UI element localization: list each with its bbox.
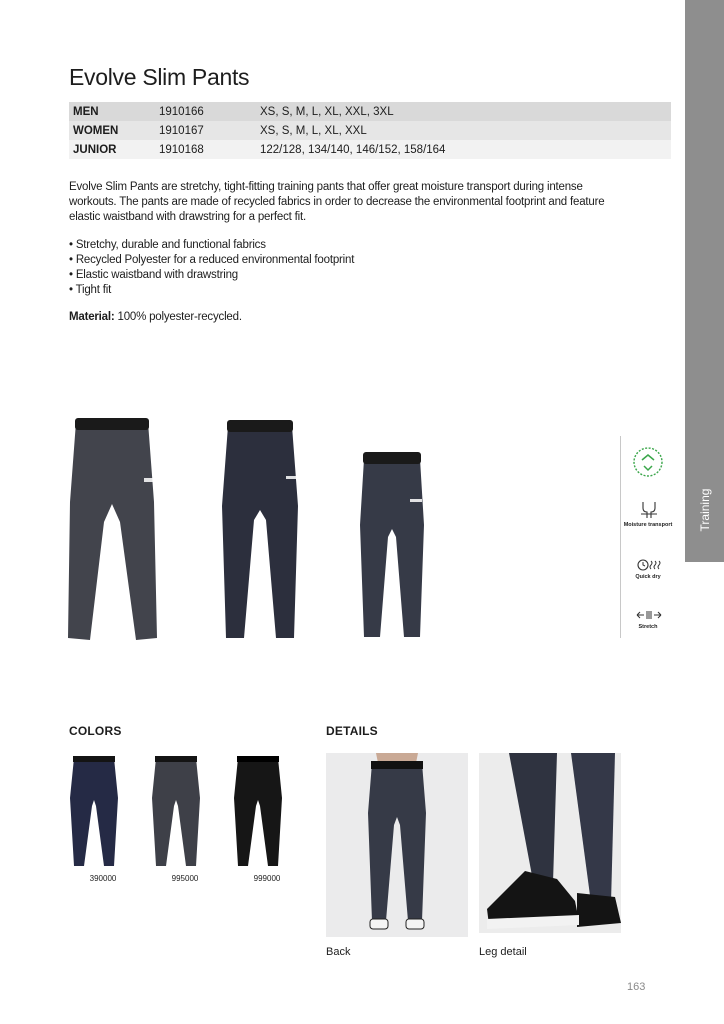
detail-photo-back xyxy=(326,753,468,937)
color-code: 999000 xyxy=(253,874,281,883)
details-heading: DETAILS xyxy=(326,724,378,738)
product-image-men xyxy=(62,412,162,644)
material-label: Material: xyxy=(69,311,115,323)
recycled-icon xyxy=(632,446,664,478)
waistband xyxy=(75,418,149,430)
article-code-cell: 1910168 xyxy=(159,143,204,156)
waistband xyxy=(227,420,293,432)
sizes-cell: XS, S, M, L, XL, XXL xyxy=(260,124,367,137)
section-label-wrap xyxy=(685,470,724,550)
color-code: 390000 xyxy=(89,874,117,883)
product-image-women xyxy=(210,416,310,644)
feature-divider xyxy=(620,436,621,638)
pant-shape xyxy=(222,426,298,638)
color-code: 995000 xyxy=(171,874,199,883)
list-item: • Tight fit xyxy=(69,284,112,296)
section-side-tab xyxy=(685,0,724,562)
list-item: • Recycled Polyester for a reduced environmental footprint xyxy=(69,254,355,266)
pant-shape xyxy=(360,459,424,637)
category-cell: JUNIOR xyxy=(73,143,117,156)
product-title: Evolve Slim Pants xyxy=(69,64,250,90)
back-view-image xyxy=(326,753,468,937)
feature-list xyxy=(69,238,629,298)
product-description: Evolve Slim Pants are stretchy, tight-fitting training pants that offer great moisture transport during intense workouts. The pants are made of recycled fabrics in order to decrease the environmental footprint and feature elastic waistband with drawstring for a perfect fit. xyxy=(69,181,605,223)
waistband xyxy=(363,452,421,464)
feature-label: Quick dry xyxy=(635,574,661,580)
sizes-cell: 122/128, 134/140, 146/152, 158/164 xyxy=(260,143,446,156)
feature-label: Moisture transport xyxy=(623,522,673,528)
article-code-cell: 1910167 xyxy=(159,124,204,137)
section-label: Training xyxy=(697,488,712,532)
list-item: • Stretchy, durable and functional fabrics xyxy=(69,239,266,251)
table-row xyxy=(69,102,671,121)
detail-photo-leg xyxy=(479,753,621,933)
pant-shape xyxy=(68,422,157,640)
feature-label: Stretch xyxy=(638,624,658,630)
material-value: 100% polyester-recycled. xyxy=(114,311,242,323)
article-code-cell: 1910166 xyxy=(159,105,204,118)
table-row xyxy=(69,140,671,159)
category-cell: WOMEN xyxy=(73,124,119,137)
quick-dry-icon xyxy=(636,558,662,572)
material-line xyxy=(69,311,242,323)
color-swatch[interactable] xyxy=(68,754,120,870)
swatch-pant xyxy=(234,758,282,866)
size-table xyxy=(69,102,671,159)
page-number: 163 xyxy=(627,981,646,993)
product-image-junior xyxy=(352,449,432,641)
stretch-icon xyxy=(636,610,662,620)
sizes-cell: XS, S, M, L, XL, XXL, 3XL xyxy=(260,105,394,118)
swatch-pant xyxy=(152,758,200,866)
color-swatch[interactable] xyxy=(150,754,202,870)
list-item: • Elastic waistband with drawstring xyxy=(69,269,238,281)
leg-detail-image xyxy=(479,753,621,933)
swatch-pant xyxy=(70,758,118,866)
detail-caption: Back xyxy=(326,946,351,958)
table-row xyxy=(69,121,671,140)
category-cell: MEN xyxy=(73,105,99,118)
detail-caption: Leg detail xyxy=(479,946,527,958)
moisture-transport-icon xyxy=(640,500,658,520)
colors-heading: COLORS xyxy=(69,724,122,738)
color-swatch[interactable] xyxy=(232,754,284,870)
